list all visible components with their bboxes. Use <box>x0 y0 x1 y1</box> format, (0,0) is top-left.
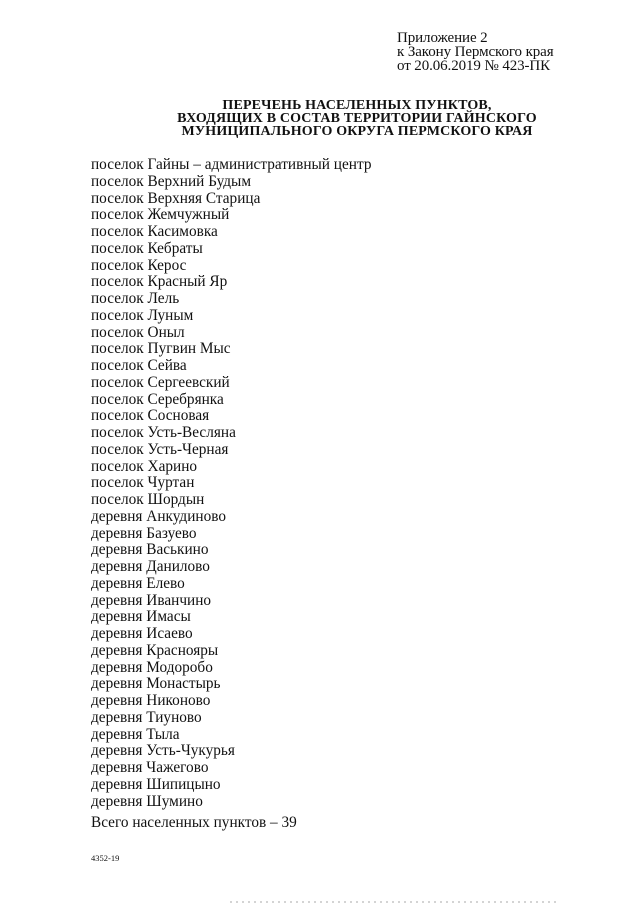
list-item: деревня Шипицыно <box>91 775 221 793</box>
list-item: поселок Сосновая <box>91 407 210 425</box>
list-item: деревня Исаево <box>91 625 193 642</box>
list-item: поселок Верхний Будым <box>91 172 252 190</box>
list-item: поселок Лель <box>91 290 180 307</box>
list-item: поселок Касимовка <box>91 223 218 240</box>
list-item: поселок Усть-Черная <box>91 440 229 458</box>
list-item: поселок Гайны – административный центр <box>91 156 372 173</box>
list-item: поселок Верхняя Старица <box>91 189 261 207</box>
list-item: деревня Никоново <box>91 692 211 709</box>
title-line-2: ВХОДЯЩИХ В СОСТАВ ТЕРРИТОРИИ ГАЙНСКОГО <box>177 111 537 126</box>
list-item: поселок Луным <box>91 306 194 324</box>
list-item: поселок Красный Яр <box>91 273 228 291</box>
list-item: деревня Базуево <box>91 524 197 542</box>
settlement-list <box>91 157 371 810</box>
annex-date: от 20.06.2019 № 423-ПК <box>397 58 551 74</box>
list-item: поселок Усть-Весляна <box>91 424 236 441</box>
list-item: поселок Оныл <box>91 323 185 341</box>
list-item: поселок Сергеевский <box>91 373 230 391</box>
list-item: деревня Модоробо <box>91 658 213 676</box>
list-item: деревня Данилово <box>91 558 210 575</box>
list-item: деревня Имасы <box>91 608 191 626</box>
annex-law: к Закону Пермского края <box>397 44 554 60</box>
list-item: поселок Жемчужный <box>91 206 230 224</box>
annex-number: Приложение 2 <box>397 30 488 46</box>
list-item: поселок Серебрянка <box>91 390 224 408</box>
document-number: 4352-19 <box>91 853 120 863</box>
list-item: поселок Чуртан <box>91 474 195 492</box>
list-item: деревня Чажегово <box>91 759 209 776</box>
list-item: деревня Елево <box>91 574 185 592</box>
list-item: поселок Пугвин Мыс <box>91 340 231 358</box>
list-item: деревня Усть-Чукурья <box>91 742 235 760</box>
title-line-1: ПЕРЕЧЕНЬ НАСЕЛЕННЫХ ПУНКТОВ, <box>222 98 492 113</box>
list-item: поселок Сейва <box>91 357 187 374</box>
list-item: деревня Шумино <box>91 792 203 810</box>
list-item: деревня Тиуново <box>91 708 202 726</box>
list-item: деревня Тыла <box>91 725 180 743</box>
annex-reference <box>397 31 554 73</box>
total-count: Всего населенных пунктов – 39 <box>91 814 297 831</box>
list-item: поселок Харино <box>91 457 198 475</box>
list-item: поселок Керос <box>91 256 187 274</box>
list-item: деревня Анкудиново <box>91 507 226 525</box>
list-item: деревня Иванчино <box>91 591 212 609</box>
list-item: деревня Краснояры <box>91 641 219 659</box>
list-item: поселок Шордын <box>91 491 205 508</box>
list-item: деревня Монастырь <box>91 675 221 693</box>
document-title <box>130 99 584 138</box>
scan-artifact-line <box>228 901 558 903</box>
title-line-3: МУНИЦИПАЛЬНОГО ОКРУГА ПЕРМСКОГО КРАЯ <box>181 124 533 139</box>
list-item: поселок Кебраты <box>91 239 203 257</box>
list-item: деревня Васькино <box>91 541 209 559</box>
